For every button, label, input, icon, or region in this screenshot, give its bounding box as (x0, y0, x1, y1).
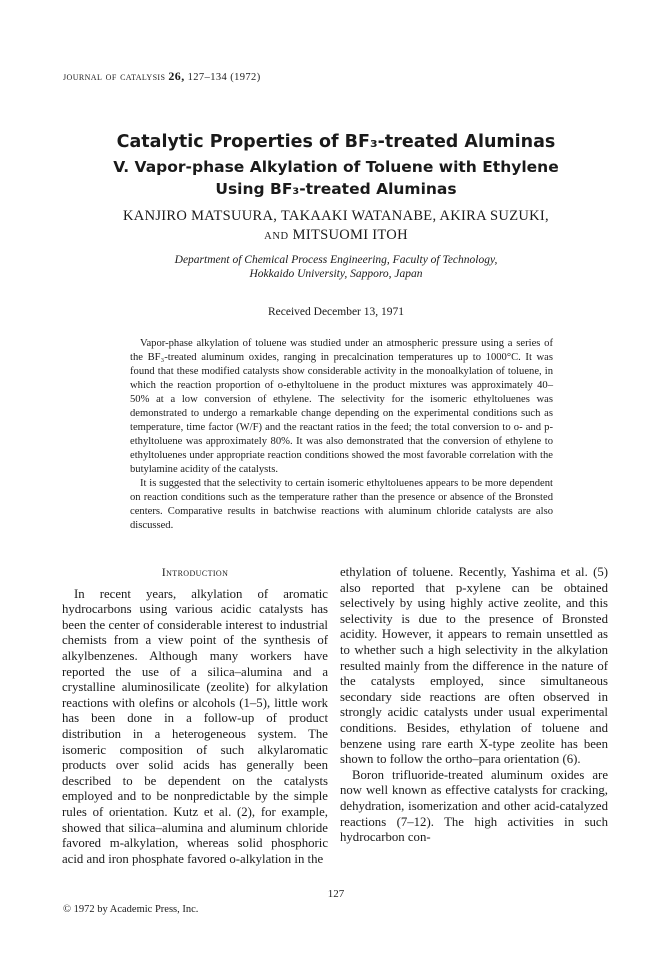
page-number: 127 (327, 888, 345, 900)
section-heading (62, 565, 328, 581)
author-list-line-1: KANJIRO MATSUURA, TAKAAKI WATANABE, AKIRA SUZUKI, (123, 208, 549, 224)
journal-volume: 26, (168, 69, 185, 83)
abstract-paragraph-2: It is suggested that the selectivity to certain isomeric ethyltoluenes appears to be more dependent on reaction conditions such as the temperature rather than the presence or absence of the Bronsted centers. Comparative results in batchwise reactions with aluminum chloride catalysts are also discussed. (130, 478, 553, 531)
received-date: Received December 13, 1971 (267, 306, 405, 318)
affiliation-line-2: Hokkaido University, Sapporo, Japan (249, 268, 423, 280)
abstract-paragraph-1: Vapor-phase alkylation of toluene was studied under an atmospheric pressure using a series of the BF₃-treated aluminum oxides, ranging in precalcination temperatures up to 1000°C. It was found that these modified catalysts show considerable activity in the monoalkylation of toluene, in which the reaction proportion of o-ethyltoluene in the product mixtures was approximately 40–50% at a low conversion of ethylene. The selectivity for the isomeric ethyltoluenes was demonstrated to undergo a remarkable change depending on the experimental conditions such as temperature, time factor (W/F) and the reactant ratios in the feed; the total conversion to o- and p-ethyltoluene was approximately 80%. It was also demonstrated that the conversion of ethylene to ethyltoluenes under appropriate reaction conditions showed the most favorable correlation with the butylamine acidity of the catalysts. (130, 338, 553, 475)
abstract (130, 337, 553, 533)
section-heading-text: Introduction (161, 565, 229, 579)
last-author: MITSUOMI ITOH (292, 227, 408, 243)
copyright-notice: © 1972 by Academic Press, Inc. (63, 904, 199, 915)
body-paragraph: In recent years, alkylation of aromatic hydrocarbons using various acidic catalysts has been the center of considerable interest to industrial chemists from a view point of the synthesis of alkylbenzenes. Although many workers have reported the use of a silica–alumina and a crystalline aluminosilicate (zeolite) for alkylation reactions with olefins or alcohols (1–5), little work has been done in a follow-up of product distribution in a heterogeneous system. The isomeric composition of such alkylaromatic products over solid acids has generally been described to be dependent on the catalysts employed and to be nonpredictable by the simple rules of orientation. Kutz et al. (2), for example, showed that silica–alumina and aluminum chloride favored m-alkylation, whereas solid phosphoric acid and iron phosphate favored o-alkylation in the (62, 586, 328, 866)
body-paragraph: Boron trifluoride-treated aluminum oxides are now well known as effective catalysts for cracking, dehydration, isomerization and other acid-catalyzed reactions (7–12). The high activities in such hydrocarbon con- (340, 767, 608, 845)
journal-name: journal of catalysis (63, 69, 166, 83)
article-subtitle-line-2: Using BF₃-treated Aluminas (215, 180, 457, 198)
author-list-line-2 (63, 227, 609, 244)
journal-pages: 127–134 (1972) (187, 72, 261, 83)
article-subtitle-line-1: V. Vapor-phase Alkylation of Toluene with Ethylene (113, 158, 559, 176)
body-column-right (340, 565, 608, 846)
journal-header (63, 69, 261, 84)
article-title: Catalytic Properties of BF₃-treated Aluminas (116, 132, 556, 152)
and-word: AND (264, 231, 289, 242)
body-paragraph: ethylation of toluene. Recently, Yashima et al. (5) also reported that p-xylene can be obtained selectively by using highly active zeolite, and this selectivity is due to the presence of Bronsted acidity. However, it appears to remain unsettled as to whether such a high selectivity in the alkylation resulted mainly from the difference in the nature of the catalysts employed, since simultaneous secondary side reactions are often observed in strongly acidic catalysts under usual experimental conditions. Besides, ethylation of toluene and benzene using rare earth X-type zeolite has been shown to follow the ortho–para orientation (6). (340, 565, 608, 767)
body-column-left (62, 565, 328, 867)
affiliation-line-1: Department of Chemical Process Engineering, Faculty of Technology, (174, 254, 498, 266)
